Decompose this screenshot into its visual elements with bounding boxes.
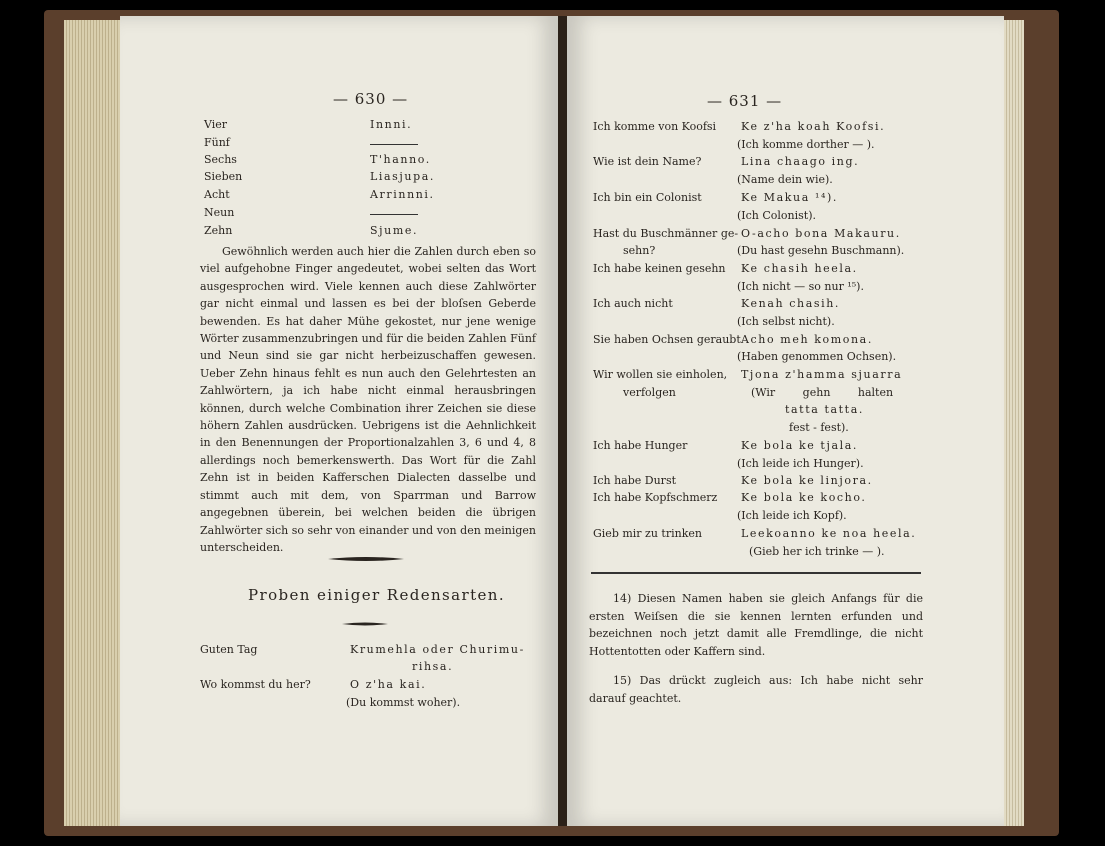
phrase-term: Krumehla oder Churimu- — [350, 643, 525, 656]
book-gutter — [558, 16, 567, 826]
phrase-gloss: (Du hast gesehn Buschmann). — [737, 244, 905, 257]
list-item-label: Zehn — [204, 224, 233, 237]
phrase-label: Ich habe keinen gesehn — [593, 262, 726, 275]
phrase-gloss: (Du kommst woher). — [346, 696, 461, 709]
phrase-gloss: (Ich Colonist). — [737, 209, 817, 222]
phrase-label: Ich komme von Koofsi — [593, 120, 717, 133]
blank-rule — [370, 144, 418, 145]
ornament-rule — [328, 554, 404, 564]
phrase-term: Tjona z'hamma sjuarra — [741, 368, 903, 381]
right-page — [567, 16, 1004, 826]
phrase-gloss: (Wir gehn halten — [751, 386, 894, 399]
list-item-term: Arrinnni. — [370, 188, 435, 201]
page-edges-right — [1004, 20, 1024, 826]
phrase-term: O z'ha kai. — [350, 678, 427, 691]
phrase-label: Wo kommst du her? — [200, 678, 311, 691]
body-paragraph: Gewöhnlich werden auch hier die Zahlen durch eben so viel aufgehobne Finger angedeutet, wobei selten das Wort ausgesprochen wird. Viele kennen auch diese Zahlwörter gar nicht einmal und lassen es bei der bloſsen Geberde bewenden. Es hat daher Mühe gekostet, nur jene wenige Wörter zusammenzubringen und für die beiden Zahlen Fünf und Neun sind sie gar nicht herbeizuschaffen gewesen. Ueber Zehn hinaus fehlt es nun auch den Gelehrtesten an Zahlwörtern, ja ich habe nicht einmal herausbringen können, durch welche Combination ihrer Zeichen sie diese höhern Zahlen ausdrücken. Uebrigens ist die Aehnlichkeit in den Benennungen der Proportionalzahlen 3, 6 und 4, 8 allerdings noch bemerkenswerth. Das Wort für die Zahl Zehn ist in beiden Kafferschen Dialecten dasselbe und stimmt auch mit dem, von Sparrman und Barrow angegebnen überein, bei welchen beiden die übrigen Zahlwörter sich so sehr von einander und von den meinigen unterscheiden. — [200, 245, 536, 554]
list-item-label: Fünf — [204, 136, 230, 149]
footnote-15: 15) Das drückt zugleich aus: Ich habe nicht sehr darauf geachtet. — [589, 674, 923, 705]
page-number: — 630 — — [333, 90, 409, 108]
phrase-term: Ke bola ke kocho. — [741, 491, 867, 504]
page-edges-left — [64, 20, 120, 826]
ornament-rule — [342, 620, 388, 628]
phrase-label-cont: verfolgen — [623, 386, 676, 399]
phrase-gloss: (Gieb her ich trinke — ). — [749, 545, 885, 558]
phrase-term: Ke chasih heela. — [741, 262, 858, 275]
phrase-term: Kenah chasih. — [741, 297, 841, 310]
phrase-term: Ke z'ha koah Koofsi. — [741, 120, 886, 133]
phrase-label: Ich habe Hunger — [593, 439, 688, 452]
phrase-label: Ich bin ein Colonist — [593, 191, 702, 204]
phrase-term: tatta tatta. — [785, 403, 864, 416]
phrase-label: Wir wollen sie einholen, — [593, 368, 728, 381]
phrase-term: Ke bola ke linjora. — [741, 474, 873, 487]
phrase-label: Ich habe Durst — [593, 474, 677, 487]
phrase-term: Acho meh komona. — [741, 333, 873, 346]
phrase-gloss: (Ich leide ich Kopf). — [737, 509, 847, 522]
list-item-label: Sechs — [204, 153, 237, 166]
phrase-gloss: (Ich nicht — so nur ¹⁵). — [737, 280, 864, 293]
phrase-term: Ke Makua ¹⁴). — [741, 191, 838, 204]
list-item-label: Neun — [204, 206, 235, 219]
list-item-term: Sjume. — [370, 224, 419, 237]
list-item-label: Vier — [204, 118, 228, 131]
phrase-label: Guten Tag — [200, 643, 258, 656]
phrase-term-cont: rihsa. — [412, 660, 454, 673]
phrase-label-cont: sehn? — [623, 244, 656, 257]
phrase-label: Hast du Buschmänner ge- — [593, 227, 739, 240]
phrase-gloss: (Ich komme dorther — ). — [737, 138, 875, 151]
phrase-term: Leekoanno ke noa heela. — [741, 527, 917, 540]
phrase-gloss: (Ich selbst nicht). — [737, 315, 835, 328]
phrase-label: Sie haben Ochsen geraubt — [593, 333, 741, 346]
phrase-term: Ke bola ke tjala. — [741, 439, 858, 452]
list-item-term: T'hanno. — [370, 153, 431, 166]
left-page — [120, 16, 558, 826]
phrase-gloss: (Haben genommen Ochsen). — [737, 350, 897, 363]
phrase-gloss: fest - fest). — [789, 421, 849, 434]
list-item-term: Liasjupa. — [370, 170, 436, 183]
phrase-gloss: (Name dein wie). — [737, 173, 833, 186]
blank-rule — [370, 214, 418, 215]
phrase-term: O-acho bona Makauru. — [741, 227, 901, 240]
phrase-label: Ich habe Kopfschmerz — [593, 491, 718, 504]
phrase-label: Gieb mir zu trinken — [593, 527, 702, 540]
list-item-term: Innni. — [370, 118, 413, 131]
list-item-label: Sieben — [204, 170, 243, 183]
phrase-term: Lina chaago ing. — [741, 155, 860, 168]
footnote-14: 14) Diesen Namen haben sie gleich Anfangs für die ersten Weiſsen die sie kennen lernten erfunden und bezeichnen noch jetzt damit alle Fremdlinge, die nicht Hottentotten oder Kaffern sind. — [589, 592, 923, 658]
footnote-rule — [591, 572, 921, 574]
list-item-label: Acht — [204, 188, 230, 201]
section-heading: Proben einiger Redensarten. — [248, 586, 506, 604]
phrase-gloss: (Ich leide ich Hunger). — [737, 457, 864, 470]
page-number: — 631 — — [707, 92, 783, 110]
phrase-label: Wie ist dein Name? — [593, 155, 702, 168]
phrase-label: Ich auch nicht — [593, 297, 673, 310]
